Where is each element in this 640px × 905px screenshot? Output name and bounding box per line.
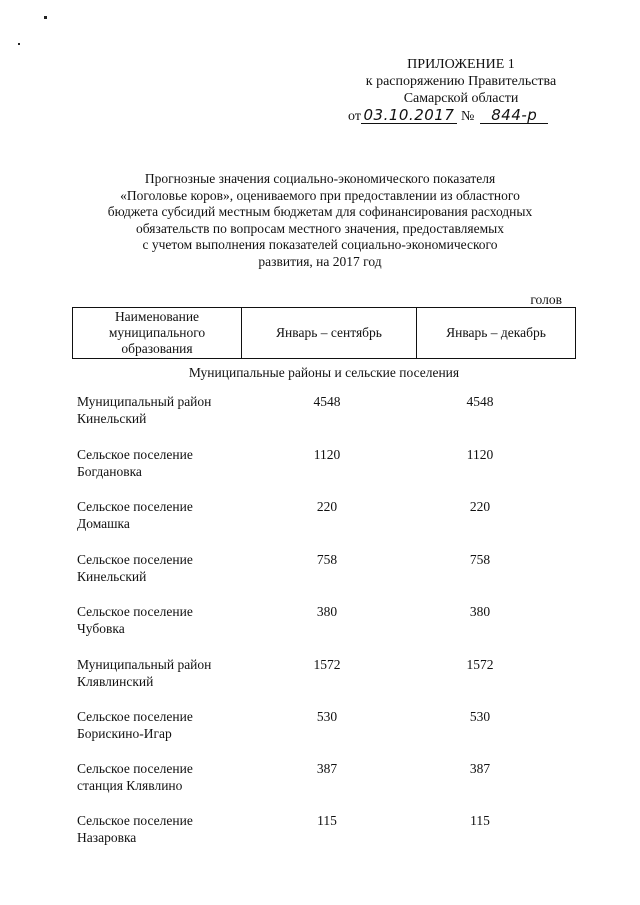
- row-name-line: Сельское поселение: [77, 761, 193, 776]
- row-name-line: Кинельский: [77, 411, 147, 426]
- title-line: обязательств по вопросам местного значения, предоставляемых: [136, 220, 504, 236]
- document-title: [82, 171, 558, 271]
- row-name-line: Домашка: [77, 516, 130, 531]
- from-label: от: [348, 109, 361, 124]
- appendix-ref: к распоряжению Правительства: [365, 74, 557, 89]
- value-jan-sep: 1120: [313, 447, 341, 462]
- value-jan-sep: 220: [316, 499, 338, 514]
- value-jan-dec: 1572: [466, 657, 494, 672]
- appendix-header: [330, 56, 592, 125]
- value-jan-sep: 758: [316, 552, 338, 567]
- row-name-line: Сельское поселение: [77, 552, 193, 567]
- value-jan-dec: 1120: [466, 447, 494, 462]
- value-jan-sep: 4548: [313, 394, 341, 409]
- title-line: развития, на 2017 год: [258, 253, 382, 269]
- row-name-line: Сельское поселение: [77, 813, 193, 828]
- value-jan-sep: 530: [316, 709, 338, 724]
- units-label: голов: [530, 292, 562, 307]
- header-col-jan-dec: Январь – декабрь: [417, 308, 576, 359]
- scan-speck: [44, 16, 47, 19]
- value-jan-dec: 4548: [466, 394, 494, 409]
- row-name-line: Борискино-Игар: [77, 726, 172, 741]
- value-jan-sep: 380: [316, 604, 338, 619]
- title-line: бюджета субсидий местным бюджетам для софинансирования расходных: [107, 204, 533, 220]
- header-col-jan-sep: Январь – сентябрь: [242, 308, 417, 359]
- signature-line: [348, 107, 592, 125]
- row-name-line: Сельское поселение: [77, 499, 193, 514]
- section-heading: Муниципальные районы и сельские поселения: [188, 365, 460, 380]
- value-jan-dec: 220: [469, 499, 491, 514]
- value-jan-dec: 387: [469, 761, 491, 776]
- value-jan-sep: 115: [317, 813, 337, 828]
- row-name-line: Муниципальный район: [77, 657, 212, 672]
- row-name-line: Богдановка: [77, 464, 142, 479]
- value-jan-dec: 530: [469, 709, 491, 724]
- header-col-name: Наименование муниципального образования: [73, 308, 242, 359]
- number-label: №: [460, 109, 475, 124]
- value-jan-dec: 380: [469, 604, 491, 619]
- title-line: «Поголовье коров», оцениваемого при предоставлении из областного: [120, 187, 520, 203]
- row-name-line: станция Клявлино: [77, 778, 183, 793]
- row-name-line: Сельское поселение: [77, 604, 193, 619]
- title-line: с учетом выполнения показателей социально-экономического: [142, 237, 498, 253]
- value-jan-sep: 1572: [313, 657, 341, 672]
- handwritten-number: 844-р: [480, 107, 548, 124]
- value-jan-dec: 758: [469, 552, 491, 567]
- value-jan-sep: 387: [316, 761, 338, 776]
- value-jan-dec: 115: [470, 813, 490, 828]
- handwritten-date: 03.10.2017: [361, 107, 457, 124]
- appendix-title: ПРИЛОЖЕНИЕ 1: [407, 57, 515, 72]
- row-name-line: Назаровка: [77, 830, 137, 845]
- scan-speck: [18, 43, 20, 45]
- row-name-line: Кинельский: [77, 569, 147, 584]
- title-line: Прогнозные значения социально-экономического показателя: [144, 171, 496, 186]
- row-name-line: Клявлинский: [77, 674, 154, 689]
- row-name-line: Чубовка: [77, 621, 125, 636]
- row-name-line: Муниципальный район: [77, 394, 212, 409]
- row-name-line: Сельское поселение: [77, 447, 193, 462]
- row-name-line: Сельское поселение: [77, 709, 193, 724]
- header-table: [72, 307, 576, 359]
- appendix-region: Самарской области: [403, 91, 519, 106]
